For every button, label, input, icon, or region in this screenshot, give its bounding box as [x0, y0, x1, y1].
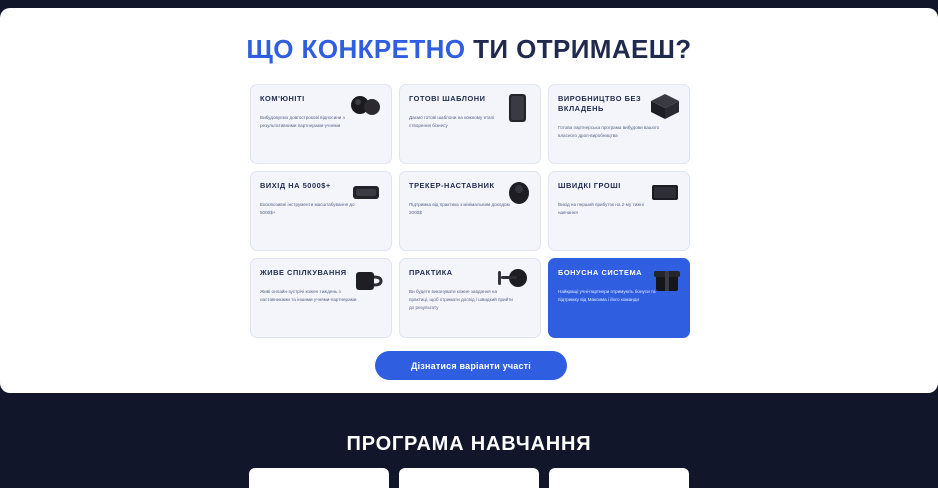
benefit-card[interactable] [250, 258, 392, 338]
page-title-rest: ТИ ОТРИМАЕШ? [473, 34, 692, 64]
benefit-card[interactable] [548, 84, 690, 164]
benefit-card-desc: Готова партнерська програма вибудови вашого власного дроп-виробництва [558, 124, 660, 138]
benefit-card-title: ЖИВЕ СПІЛКУВАННЯ [260, 268, 347, 277]
benefit-card-desc: Найкращі учні-партнери отримують бонуси та підтримку від Максима і його команди [558, 288, 656, 303]
page-title-accent: ЩО КОНКРЕТНО [246, 34, 466, 64]
benefit-card[interactable] [399, 258, 541, 338]
benefit-card[interactable] [399, 84, 541, 164]
benefits-section [0, 8, 938, 393]
program-cards [0, 468, 938, 488]
benefit-card-title: БОНУСНА СИСТЕМА [558, 268, 643, 277]
benefit-card-desc: Живі онлайн-зустрічі кожен тиждень з наставниками та іншими учнями-партнерами [260, 288, 357, 303]
benefit-card[interactable] [250, 171, 392, 251]
benefit-card[interactable] [250, 84, 392, 164]
cta-button[interactable]: Дізнатися варіанти участі [375, 351, 567, 380]
benefit-card-title: ГОТОВІ ШАБЛОНИ [409, 94, 486, 103]
benefit-card-desc: Вихід на перший прибуток на 2-му тижні навчання [558, 201, 644, 216]
benefit-card-title: ТРЕКЕР-НАСТАВНИК [409, 181, 495, 190]
benefit-card-desc: Даємо готові шаблони на кожному етапі створення бізнесу [409, 114, 495, 129]
benefit-card-title: ПРАКТИКА [409, 268, 453, 277]
benefit-card-desc: Вибудовуємо довгострокові відносини з результативними партнерами-учнями [260, 114, 345, 129]
program-card[interactable] [249, 468, 389, 488]
benefit-card-title: КОМ'ЮНІТІ [260, 94, 305, 103]
program-card[interactable] [399, 468, 539, 488]
benefit-card[interactable] [399, 171, 541, 251]
benefits-grid [250, 84, 690, 338]
benefit-card-title: ВИХІД НА 5000$+ [260, 181, 331, 190]
page-title [0, 34, 938, 65]
benefit-card-desc: Підтримка від практика з мінімальним доходом 2000$ [409, 201, 510, 216]
benefit-card-desc: Ви будете виконувати кожне завдання на практиці, щоб отримати досвід і швидкий прийти до результату [409, 288, 513, 311]
benefit-card-desc: Ексклюзивні інструменти масштабування до 5000$+ [260, 201, 355, 216]
benefit-card[interactable] [548, 171, 690, 251]
program-section [0, 393, 938, 480]
benefit-card-highlight[interactable] [548, 258, 690, 338]
program-title: ПРОГРАМА НАВЧАННЯ [346, 433, 592, 455]
benefit-card-title: ШВИДКІ ГРОШІ [558, 181, 621, 190]
benefit-card-title: ВИРОБНИЦТВО БЕЗ ВКЛАДЕНЬ [558, 94, 642, 113]
program-card[interactable] [549, 468, 689, 488]
